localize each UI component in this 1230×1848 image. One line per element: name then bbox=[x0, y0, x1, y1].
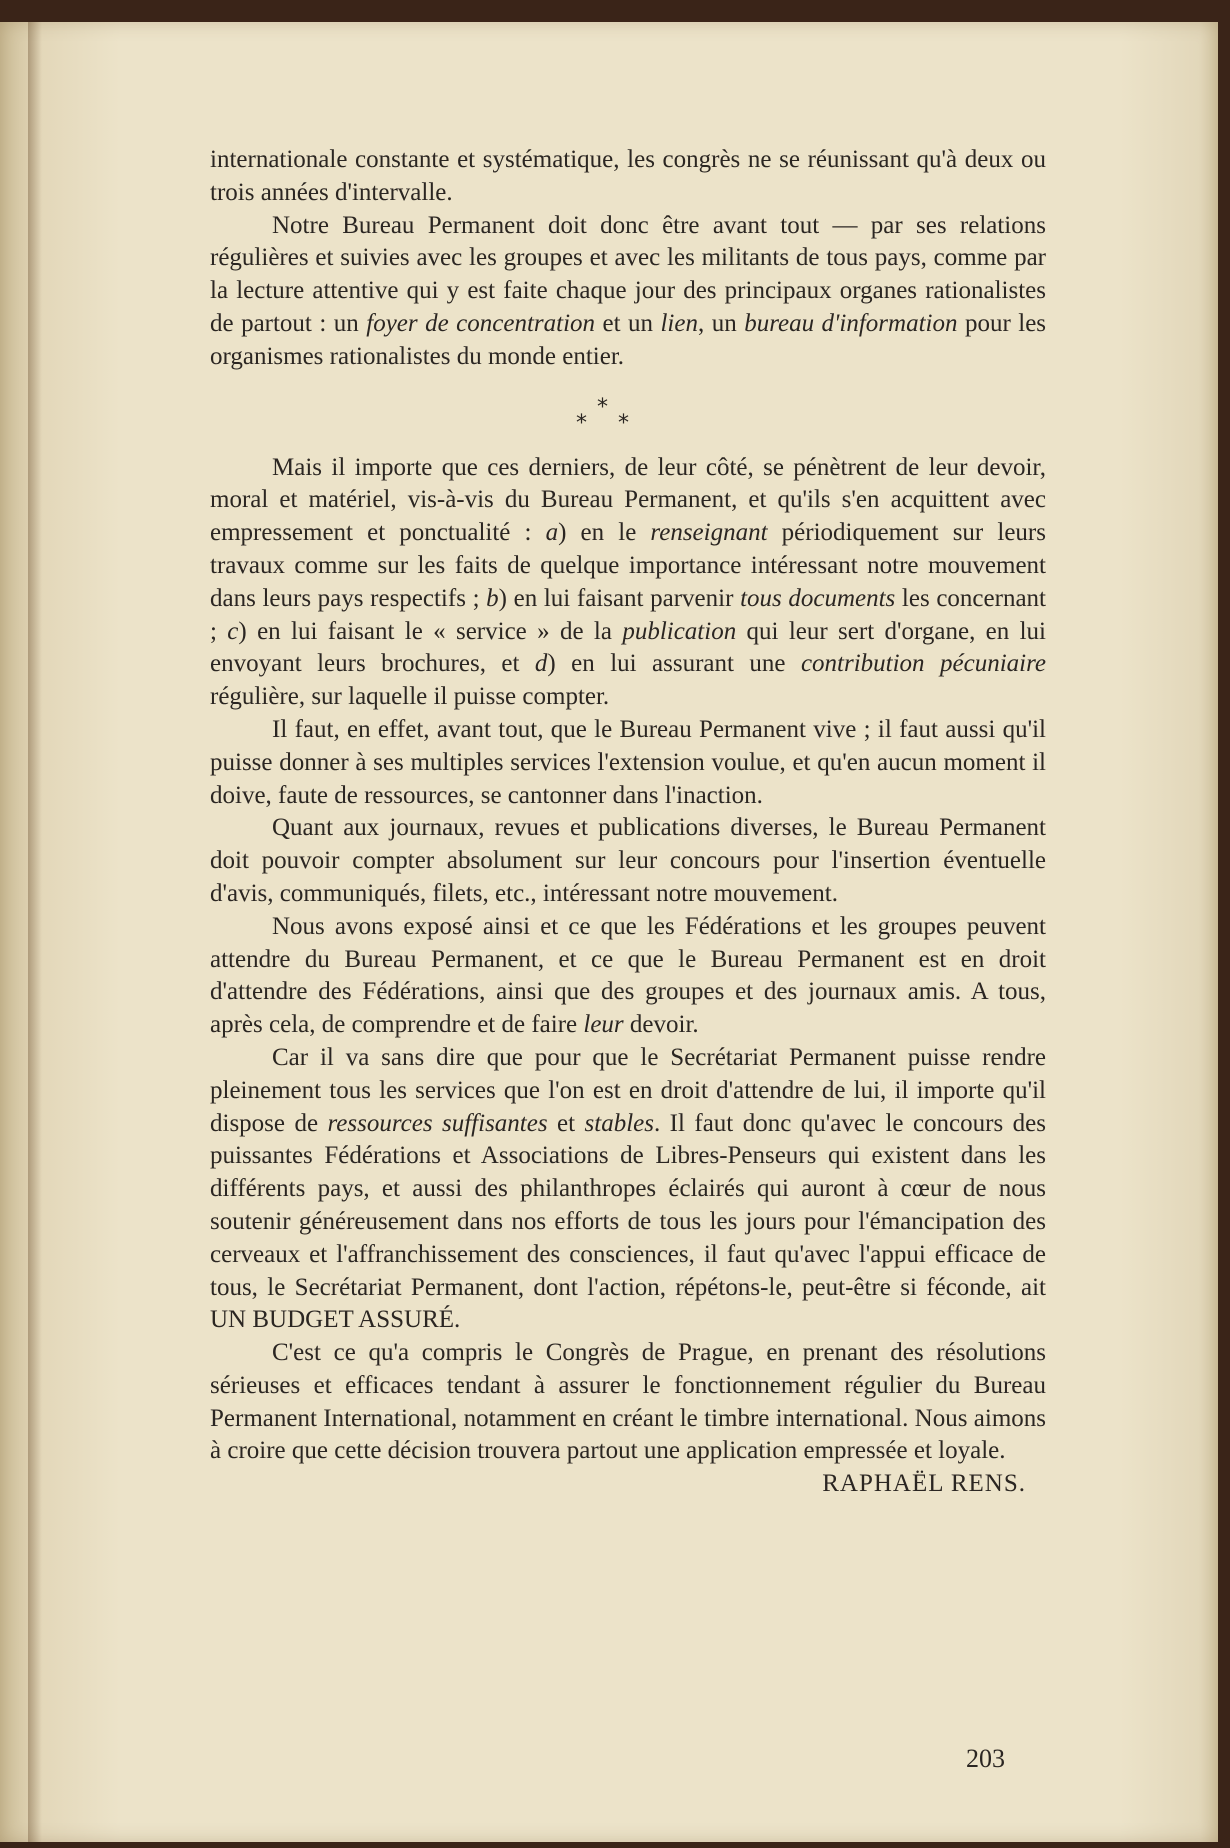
paragraph-journals: Quant aux journaux, revues et publications diverses, le Bureau Permanent doit pouvoir compter absolument sur leur concours pour l'insertion éventuelle d'avis, communiqués, filets, etc., intéressant notre mouvement. bbox=[210, 814, 1046, 907]
emphasis: tous documents bbox=[740, 584, 896, 612]
body-text bbox=[210, 144, 1046, 1501]
emphasis: foyer de concentration bbox=[366, 309, 596, 337]
emphasis: stables bbox=[584, 1109, 654, 1137]
emphasis: lien bbox=[660, 309, 698, 337]
paragraph-budget: Car il va sans dire que pour que le Secrétariat Permanent puisse rendre pleinement tous les services que l'on est en droit d'attendre de lui, il importe qu'il dispose de ressources suffisantes et stables. Il faut donc qu'avec le concours des puissantes Fédérations et Associations de Libres-Penseurs qui existent dans les différents pays, et aussi des philanthropes éclairés qui auront à cœur de nous soutenir généreusement dans nos efforts de tous les jours pour l'émancipation des cerveaux et l'affranchissement des consciences, il faut qu'avec l'appui efficace de tous, le Secrétariat Permanent, dont l'action, répétons-le, peut-être si féconde, ait UN BUDGET ASSURÉ. bbox=[210, 1043, 1046, 1334]
emphasis: renseignant bbox=[650, 519, 768, 547]
asterism-star: * bbox=[576, 410, 587, 436]
paragraph-must-live: Il faut, en effet, avant tout, que le Bureau Permanent vive ; il faut aussi qu'il puisse donner à ses multiples services l'extension voulue, et qu'en aucun moment il doive, faute de ressources, se cantonner dans l'inaction. bbox=[210, 715, 1046, 809]
author-signature: RAPHAËL RENS. bbox=[822, 1470, 1026, 1498]
paragraph-duties: Mais il importe que ces derniers, de leur côté, se pénètrent de leur devoir, moral et matériel, vis-à-vis du Bureau Permanent, et qu'ils s'en acquittent avec empressement et ponctualité : a) en le renseignant périodiquement sur leurs travaux comme sur les faits de quelque importance intéressant notre mouvement dans leurs pays respectifs ; b) en lui faisant parvenir tous documents les concernant ; c) en lui faisant le « service » de la publication qui leur sert d'organe, en lui envoyant leurs brochures, et d) en lui assurant une contribution pécuniaire régulière, sur laquelle il puisse compter. bbox=[210, 453, 1047, 711]
paragraph-prague-congress: C'est ce qu'a compris le Congrès de Prague, en prenant des résolutions sérieuses et efficaces tendant à assurer le fonctionnement régulier du Bureau Permanent International, notamment en créant le timbre international. Nous aimons à croire que cette décision trouvera partout une application empressée et loyale. bbox=[210, 1339, 1046, 1465]
page-gutter bbox=[28, 22, 42, 1842]
emphasis: contribution pécuniaire bbox=[800, 650, 1046, 678]
asterism-star: * bbox=[618, 410, 629, 436]
book-page bbox=[0, 22, 1218, 1842]
asterism-separator bbox=[210, 374, 1046, 452]
emphasis: ressources suffisantes bbox=[327, 1109, 548, 1137]
page-number: 203 bbox=[966, 1744, 1005, 1773]
emphasis: leur bbox=[583, 1011, 624, 1039]
paragraph-continuation: internationale constante et systématique, les congrès ne se réunissant qu'à deux ou trois années d'intervalle. bbox=[210, 146, 1046, 206]
asterism-star: * bbox=[597, 394, 608, 420]
paragraph-summary: Nous avons exposé ainsi et ce que les Fédérations et les groupes peuvent attendre du Bureau Permanent, et ce que le Bureau Permanent est en droit d'attendre des Fédérations, ainsi que des groupes et des journaux amis. A tous, après cela, de comprendre et de faire leur devoir. bbox=[210, 912, 1046, 1039]
emphasis: publication bbox=[622, 617, 737, 645]
emphasis: bureau d'information bbox=[744, 309, 958, 337]
paragraph-bureau-role: Notre Bureau Permanent doit donc être avant tout — par ses relations régulières et suivies avec les groupes et avec les militants de tous pays, comme par la lecture attentive qui y est faite chaque jour des principaux organes rationalistes de partout : un foyer de concentration et un lien, un bureau d'information pour les organismes rationalistes du monde entier. bbox=[210, 211, 1047, 370]
